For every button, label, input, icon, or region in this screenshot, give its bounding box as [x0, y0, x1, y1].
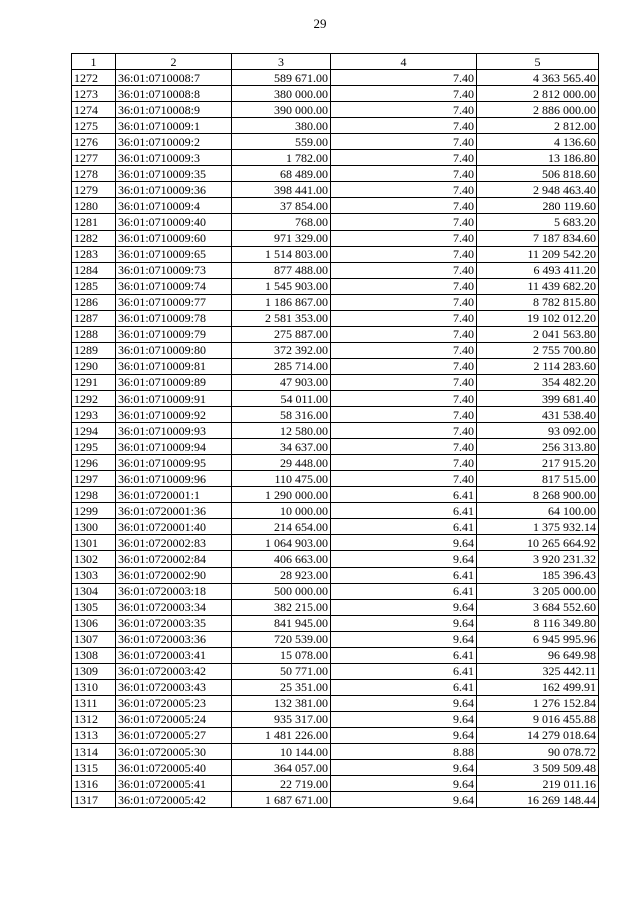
table-row: [72, 262, 599, 278]
total-cell: 219 011.16: [477, 776, 599, 792]
value-cell: 1 064 903.00: [232, 535, 331, 551]
total-cell: 93 092.00: [477, 423, 599, 439]
rate-cell: 6.41: [331, 647, 477, 663]
value-cell: 1 186 867.00: [232, 294, 331, 310]
row-number-cell: 1317: [72, 792, 116, 808]
value-cell: 380 000.00: [232, 86, 331, 102]
rate-cell: 7.40: [331, 423, 477, 439]
page-number: 29: [313, 16, 327, 31]
cadastral-number-cell: 36:01:0720005:42: [116, 792, 232, 808]
rate-cell: 7.40: [331, 134, 477, 150]
row-number-cell: 1308: [72, 647, 116, 663]
rate-cell: 9.64: [331, 695, 477, 711]
cadastral-number-cell: 36:01:0720003:43: [116, 679, 232, 695]
total-cell: 280 119.60: [477, 198, 599, 214]
row-number-cell: 1311: [72, 695, 116, 711]
rate-cell: 7.40: [331, 326, 477, 342]
row-number-cell: 1279: [72, 182, 116, 198]
cadastral-number-cell: 36:01:0710009:74: [116, 278, 232, 294]
cadastral-number-cell: 36:01:0710009:77: [116, 294, 232, 310]
total-cell: 2 812 000.00: [477, 86, 599, 102]
row-number-cell: 1295: [72, 439, 116, 455]
cadastral-number-cell: 36:01:0720005:27: [116, 727, 232, 743]
table-row: [72, 198, 599, 214]
rate-cell: 7.40: [331, 390, 477, 406]
cadastral-number-cell: 36:01:0720005:23: [116, 695, 232, 711]
row-number-cell: 1283: [72, 246, 116, 262]
row-number-cell: 1309: [72, 663, 116, 679]
table-body: [72, 70, 599, 808]
total-cell: 256 313.80: [477, 439, 599, 455]
table-row: [72, 776, 599, 792]
rate-cell: 9.64: [331, 615, 477, 631]
row-number-cell: 1285: [72, 278, 116, 294]
rate-cell: 7.40: [331, 70, 477, 86]
total-cell: 90 078.72: [477, 744, 599, 760]
table-row: [72, 423, 599, 439]
total-cell: 19 102 012.20: [477, 310, 599, 326]
value-cell: 34 637.00: [232, 439, 331, 455]
rate-cell: 7.40: [331, 102, 477, 118]
row-number-cell: 1284: [72, 262, 116, 278]
value-cell: 37 854.00: [232, 198, 331, 214]
row-number-cell: 1289: [72, 342, 116, 358]
cadastral-number-cell: 36:01:0720003:42: [116, 663, 232, 679]
cadastral-number-cell: 36:01:0710009:36: [116, 182, 232, 198]
table-row: [72, 246, 599, 262]
value-cell: 768.00: [232, 214, 331, 230]
table-row: [72, 583, 599, 599]
value-cell: 58 316.00: [232, 407, 331, 423]
value-cell: 132 381.00: [232, 695, 331, 711]
value-cell: 1 481 226.00: [232, 727, 331, 743]
row-number-cell: 1302: [72, 551, 116, 567]
value-cell: 285 714.00: [232, 358, 331, 374]
total-cell: 3 205 000.00: [477, 583, 599, 599]
value-cell: 500 000.00: [232, 583, 331, 599]
value-cell: 22 719.00: [232, 776, 331, 792]
value-cell: 382 215.00: [232, 599, 331, 615]
row-number-cell: 1280: [72, 198, 116, 214]
value-cell: 25 351.00: [232, 679, 331, 695]
total-cell: 4 363 565.40: [477, 70, 599, 86]
cadastral-number-cell: 36:01:0720005:30: [116, 744, 232, 760]
value-cell: 214 654.00: [232, 519, 331, 535]
table-row: [72, 727, 599, 743]
rate-cell: 7.40: [331, 166, 477, 182]
table-row: [72, 70, 599, 86]
rate-cell: 7.40: [331, 407, 477, 423]
value-cell: 54 011.00: [232, 390, 331, 406]
value-cell: 559.00: [232, 134, 331, 150]
rate-cell: 6.41: [331, 519, 477, 535]
total-cell: 8 116 349.80: [477, 615, 599, 631]
cadastral-number-cell: 36:01:0720002:90: [116, 567, 232, 583]
row-number-cell: 1274: [72, 102, 116, 118]
table-row: [72, 503, 599, 519]
total-cell: 16 269 148.44: [477, 792, 599, 808]
rate-cell: 7.40: [331, 294, 477, 310]
value-cell: 28 923.00: [232, 567, 331, 583]
value-cell: 15 078.00: [232, 647, 331, 663]
total-cell: 96 649.98: [477, 647, 599, 663]
total-cell: 7 187 834.60: [477, 230, 599, 246]
cadastral-number-cell: 36:01:0710009:4: [116, 198, 232, 214]
cadastral-number-cell: 36:01:0720005:40: [116, 760, 232, 776]
table-row: [72, 134, 599, 150]
row-number-cell: 1275: [72, 118, 116, 134]
row-number-cell: 1296: [72, 455, 116, 471]
total-cell: 9 016 455.88: [477, 711, 599, 727]
total-cell: 11 209 542.20: [477, 246, 599, 262]
table-row: [72, 214, 599, 230]
rate-cell: 7.40: [331, 118, 477, 134]
cadastral-number-cell: 36:01:0720001:1: [116, 487, 232, 503]
table-row: [72, 695, 599, 711]
row-number-cell: 1292: [72, 390, 116, 406]
rate-cell: 6.41: [331, 583, 477, 599]
table-row: [72, 711, 599, 727]
rate-cell: 6.41: [331, 567, 477, 583]
rate-cell: 9.64: [331, 792, 477, 808]
rate-cell: 7.40: [331, 342, 477, 358]
cadastral-number-cell: 36:01:0710009:2: [116, 134, 232, 150]
rate-cell: 7.40: [331, 198, 477, 214]
cadastral-number-cell: 36:01:0710009:89: [116, 374, 232, 390]
table-row: [72, 615, 599, 631]
row-number-cell: 1272: [72, 70, 116, 86]
cadastral-number-cell: 36:01:0710009:65: [116, 246, 232, 262]
row-number-cell: 1300: [72, 519, 116, 535]
cadastral-number-cell: 36:01:0710009:40: [116, 214, 232, 230]
value-cell: 1 782.00: [232, 150, 331, 166]
cadastral-number-cell: 36:01:0710009:73: [116, 262, 232, 278]
row-number-cell: 1291: [72, 374, 116, 390]
cadastral-number-cell: 36:01:0720003:34: [116, 599, 232, 615]
table-row: [72, 310, 599, 326]
row-number-cell: 1305: [72, 599, 116, 615]
table-row: [72, 166, 599, 182]
cadastral-number-cell: 36:01:0710009:79: [116, 326, 232, 342]
row-number-cell: 1312: [72, 711, 116, 727]
table-row: [72, 599, 599, 615]
value-cell: 10 000.00: [232, 503, 331, 519]
table-row: [72, 326, 599, 342]
total-cell: 185 396.43: [477, 567, 599, 583]
rate-cell: 7.40: [331, 455, 477, 471]
table-row: [72, 647, 599, 663]
row-number-cell: 1297: [72, 471, 116, 487]
rate-cell: 7.40: [331, 278, 477, 294]
table-row: [72, 118, 599, 134]
cadastral-number-cell: 36:01:0710009:91: [116, 390, 232, 406]
rate-cell: 7.40: [331, 182, 477, 198]
rate-cell: 9.64: [331, 551, 477, 567]
table-row: [72, 744, 599, 760]
value-cell: 1 290 000.00: [232, 487, 331, 503]
total-cell: 399 681.40: [477, 390, 599, 406]
rate-cell: 7.40: [331, 246, 477, 262]
row-number-cell: 1281: [72, 214, 116, 230]
value-cell: 364 057.00: [232, 760, 331, 776]
cadastral-number-cell: 36:01:0720002:83: [116, 535, 232, 551]
table-row: [72, 760, 599, 776]
table-row: [72, 567, 599, 583]
total-cell: 5 683.20: [477, 214, 599, 230]
value-cell: 841 945.00: [232, 615, 331, 631]
cadastral-number-cell: 36:01:0710009:60: [116, 230, 232, 246]
row-number-cell: 1314: [72, 744, 116, 760]
total-cell: 6 945 995.96: [477, 631, 599, 647]
value-cell: 971 329.00: [232, 230, 331, 246]
total-cell: 2 041 563.80: [477, 326, 599, 342]
value-cell: 47 903.00: [232, 374, 331, 390]
table-row: [72, 150, 599, 166]
cadastral-number-cell: 36:01:0720001:40: [116, 519, 232, 535]
row-number-cell: 1293: [72, 407, 116, 423]
table-row: [72, 551, 599, 567]
rate-cell: 6.41: [331, 487, 477, 503]
total-cell: 2 755 700.80: [477, 342, 599, 358]
rate-cell: 9.64: [331, 711, 477, 727]
rate-cell: 7.40: [331, 230, 477, 246]
table-row: [72, 294, 599, 310]
row-number-cell: 1290: [72, 358, 116, 374]
cadastral-number-cell: 36:01:0710009:92: [116, 407, 232, 423]
total-cell: 325 442.11: [477, 663, 599, 679]
cadastral-number-cell: 36:01:0710009:80: [116, 342, 232, 358]
total-cell: 431 538.40: [477, 407, 599, 423]
row-number-cell: 1310: [72, 679, 116, 695]
total-cell: 2 114 283.60: [477, 358, 599, 374]
row-number-cell: 1303: [72, 567, 116, 583]
cadastral-number-cell: 36:01:0710008:9: [116, 102, 232, 118]
column-header-1: 1: [72, 54, 116, 70]
rate-cell: 6.41: [331, 679, 477, 695]
total-cell: 3 509 509.48: [477, 760, 599, 776]
table-row: [72, 679, 599, 695]
total-cell: 13 186.80: [477, 150, 599, 166]
total-cell: 217 915.20: [477, 455, 599, 471]
rate-cell: 7.40: [331, 439, 477, 455]
total-cell: 817 515.00: [477, 471, 599, 487]
total-cell: 2 812.00: [477, 118, 599, 134]
data-table: [71, 53, 599, 808]
row-number-cell: 1313: [72, 727, 116, 743]
rate-cell: 9.64: [331, 631, 477, 647]
value-cell: 406 663.00: [232, 551, 331, 567]
total-cell: 506 818.60: [477, 166, 599, 182]
cadastral-number-cell: 36:01:0720002:84: [116, 551, 232, 567]
total-cell: 2 886 000.00: [477, 102, 599, 118]
table-row: [72, 390, 599, 406]
value-cell: 390 000.00: [232, 102, 331, 118]
total-cell: 2 948 463.40: [477, 182, 599, 198]
value-cell: 720 539.00: [232, 631, 331, 647]
rate-cell: 7.40: [331, 214, 477, 230]
cadastral-number-cell: 36:01:0720003:35: [116, 615, 232, 631]
total-cell: 4 136.60: [477, 134, 599, 150]
rate-cell: 7.40: [331, 150, 477, 166]
table-row: [72, 230, 599, 246]
rate-cell: 7.40: [331, 262, 477, 278]
cadastral-number-cell: 36:01:0710009:3: [116, 150, 232, 166]
table-row: [72, 342, 599, 358]
value-cell: 110 475.00: [232, 471, 331, 487]
rate-cell: 7.40: [331, 86, 477, 102]
table-row: [72, 439, 599, 455]
cadastral-number-cell: 36:01:0710008:7: [116, 70, 232, 86]
value-cell: 935 317.00: [232, 711, 331, 727]
rate-cell: 6.41: [331, 503, 477, 519]
table-row: [72, 374, 599, 390]
cadastral-number-cell: 36:01:0710009:1: [116, 118, 232, 134]
rate-cell: 7.40: [331, 471, 477, 487]
value-cell: 372 392.00: [232, 342, 331, 358]
value-cell: 275 887.00: [232, 326, 331, 342]
table-row: [72, 455, 599, 471]
rate-cell: 9.64: [331, 535, 477, 551]
rate-cell: 9.64: [331, 599, 477, 615]
row-number-cell: 1278: [72, 166, 116, 182]
value-cell: 12 580.00: [232, 423, 331, 439]
table-row: [72, 102, 599, 118]
row-number-cell: 1286: [72, 294, 116, 310]
cadastral-number-cell: 36:01:0720005:41: [116, 776, 232, 792]
row-number-cell: 1316: [72, 776, 116, 792]
total-cell: 10 265 664.92: [477, 535, 599, 551]
table-row: [72, 792, 599, 808]
value-cell: 380.00: [232, 118, 331, 134]
value-cell: 589 671.00: [232, 70, 331, 86]
total-cell: 64 100.00: [477, 503, 599, 519]
row-number-cell: 1276: [72, 134, 116, 150]
table-row: [72, 358, 599, 374]
total-cell: 3 920 231.32: [477, 551, 599, 567]
value-cell: 29 448.00: [232, 455, 331, 471]
value-cell: 10 144.00: [232, 744, 331, 760]
row-number-cell: 1288: [72, 326, 116, 342]
value-cell: 68 489.00: [232, 166, 331, 182]
total-cell: 11 439 682.20: [477, 278, 599, 294]
cadastral-number-cell: 36:01:0720001:36: [116, 503, 232, 519]
total-cell: 6 493 411.20: [477, 262, 599, 278]
row-number-cell: 1294: [72, 423, 116, 439]
table-row: [72, 471, 599, 487]
row-number-cell: 1298: [72, 487, 116, 503]
table-row: [72, 182, 599, 198]
table-header-row: [72, 54, 599, 70]
row-number-cell: 1277: [72, 150, 116, 166]
rate-cell: 7.40: [331, 374, 477, 390]
value-cell: 1 687 671.00: [232, 792, 331, 808]
cadastral-number-cell: 36:01:0720003:18: [116, 583, 232, 599]
table-row: [72, 407, 599, 423]
row-number-cell: 1273: [72, 86, 116, 102]
value-cell: 877 488.00: [232, 262, 331, 278]
total-cell: 8 782 815.80: [477, 294, 599, 310]
cadastral-number-cell: 36:01:0720005:24: [116, 711, 232, 727]
cadastral-number-cell: 36:01:0720003:36: [116, 631, 232, 647]
row-number-cell: 1282: [72, 230, 116, 246]
rate-cell: 8.88: [331, 744, 477, 760]
cadastral-number-cell: 36:01:0720003:41: [116, 647, 232, 663]
table-row: [72, 631, 599, 647]
cadastral-number-cell: 36:01:0710009:95: [116, 455, 232, 471]
column-header-3: 3: [232, 54, 331, 70]
total-cell: 1 375 932.14: [477, 519, 599, 535]
total-cell: 8 268 900.00: [477, 487, 599, 503]
column-header-4: 4: [331, 54, 477, 70]
table-row: [72, 487, 599, 503]
rate-cell: 9.64: [331, 760, 477, 776]
table-row: [72, 86, 599, 102]
total-cell: 162 499.91: [477, 679, 599, 695]
total-cell: 354 482.20: [477, 374, 599, 390]
row-number-cell: 1304: [72, 583, 116, 599]
cadastral-number-cell: 36:01:0710008:8: [116, 86, 232, 102]
row-number-cell: 1299: [72, 503, 116, 519]
cadastral-number-cell: 36:01:0710009:93: [116, 423, 232, 439]
row-number-cell: 1287: [72, 310, 116, 326]
cadastral-number-cell: 36:01:0710009:96: [116, 471, 232, 487]
table-row: [72, 663, 599, 679]
rate-cell: 9.64: [331, 727, 477, 743]
value-cell: 1 545 903.00: [232, 278, 331, 294]
row-number-cell: 1315: [72, 760, 116, 776]
table-row: [72, 519, 599, 535]
rate-cell: 6.41: [331, 663, 477, 679]
row-number-cell: 1307: [72, 631, 116, 647]
cadastral-number-cell: 36:01:0710009:81: [116, 358, 232, 374]
cadastral-number-cell: 36:01:0710009:35: [116, 166, 232, 182]
total-cell: 3 684 552.60: [477, 599, 599, 615]
total-cell: 1 276 152.84: [477, 695, 599, 711]
table-row: [72, 535, 599, 551]
table-row: [72, 278, 599, 294]
value-cell: 398 441.00: [232, 182, 331, 198]
row-number-cell: 1306: [72, 615, 116, 631]
value-cell: 1 514 803.00: [232, 246, 331, 262]
total-cell: 14 279 018.64: [477, 727, 599, 743]
value-cell: 2 581 353.00: [232, 310, 331, 326]
rate-cell: 9.64: [331, 776, 477, 792]
row-number-cell: 1301: [72, 535, 116, 551]
cadastral-number-cell: 36:01:0710009:94: [116, 439, 232, 455]
column-header-2: 2: [116, 54, 232, 70]
value-cell: 50 771.00: [232, 663, 331, 679]
rate-cell: 7.40: [331, 310, 477, 326]
cadastral-number-cell: 36:01:0710009:78: [116, 310, 232, 326]
column-header-5: 5: [477, 54, 599, 70]
rate-cell: 7.40: [331, 358, 477, 374]
